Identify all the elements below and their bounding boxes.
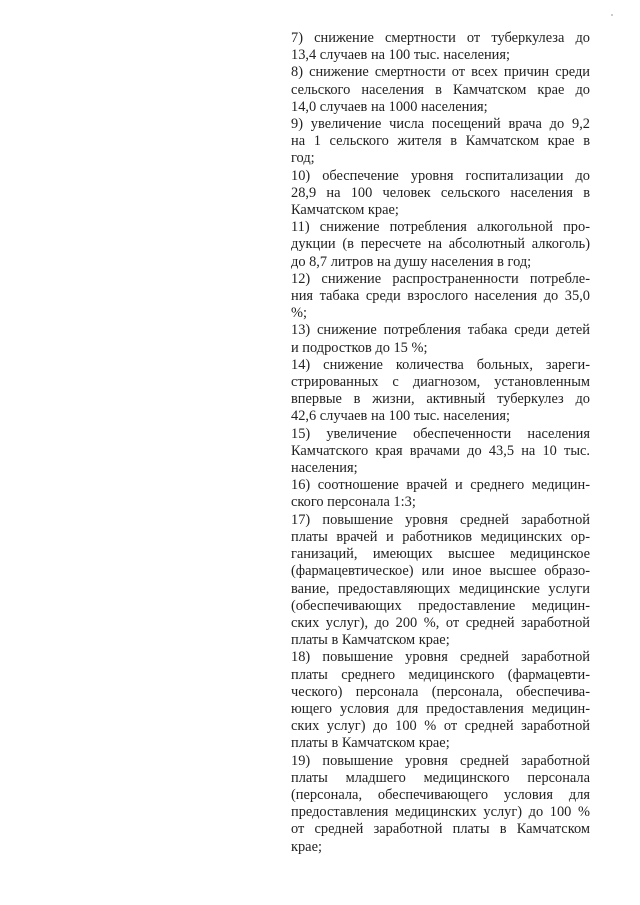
list-item-line: %; [291, 305, 307, 322]
list-item-line: стрированных с диагнозом, установленным [291, 374, 590, 391]
list-item-line: ских услуг), до 200 %, от средней заработной [291, 614, 590, 631]
list-item [291, 271, 590, 323]
list-item-line: ганизаций, имеющих высшее медицинское [291, 546, 590, 563]
list-item-line: платы в Камчатском крае; [291, 735, 450, 752]
list-item-line: ских услуг) до 100 % от средней заработной [291, 718, 590, 735]
list-item-line: предоставления медицинских услуг) до 100 % [291, 804, 590, 821]
list-item-line: Камчатского края врачами до 43,5 на 10 тыс. [291, 442, 590, 459]
list-item [291, 30, 590, 64]
list-item-line: до 8,7 литров на душу населения в год; [291, 253, 532, 270]
list-item-line: 10) обеспечение уровня госпитализации до [291, 167, 590, 184]
list-item-line: населения; [291, 460, 358, 477]
list-item-line: ющего условия для предоставления медицин- [291, 700, 590, 717]
list-item [291, 116, 590, 168]
list-item [291, 168, 590, 220]
list-item-line: ческого) персонала (персонала, обеспечива- [291, 683, 590, 700]
list-item-line: ского персонала 1:3; [291, 494, 416, 511]
list-item-line: 18) повышение уровня средней заработной [291, 649, 590, 666]
list-item-line: 12) снижение распространенности потребле- [291, 270, 590, 287]
text-column [291, 30, 590, 856]
list-item-line: 13) снижение потребления табака среди детей [291, 322, 590, 339]
list-item [291, 753, 590, 856]
list-item-line: крае; [291, 838, 322, 855]
list-item-line: 11) снижение потребления алкогольной про- [291, 219, 590, 236]
list-item-line: 8) снижение смертности от всех причин среди [291, 64, 590, 81]
list-item [291, 322, 590, 356]
list-item-line: сельского населения в Камчатском крае до [291, 81, 590, 98]
list-item [291, 512, 590, 650]
list-item-line: 13,4 случаев на 100 тыс. населения; [291, 47, 510, 64]
list-item [291, 219, 590, 271]
list-item-line: вание, предоставляющих медицинские услуги [291, 580, 590, 597]
list-item-line: 28,9 на 100 человек сельского населения в [291, 184, 590, 201]
list-item-line: платы врачей и работников медицинских ор- [291, 528, 590, 545]
list-item-line: (фармацевтическое) или иное высшее образо- [291, 563, 590, 580]
list-item-line: ния табака среди взрослого населения до 35,0 [291, 288, 590, 305]
list-item-line: 16) соотношение врачей и среднего медицин- [291, 477, 590, 494]
list-item-line: 14,0 случаев на 1000 населения; [291, 98, 488, 115]
list-item-line: и подростков до 15 %; [291, 339, 428, 356]
list-item-line: 9) увеличение числа посещений врача до 9,2 [291, 116, 590, 133]
list-item-line: Камчатском крае; [291, 202, 399, 219]
list-item-line: от средней заработной платы в Камчатском [291, 821, 590, 838]
list-item-line: 14) снижение количества больных, зареги- [291, 356, 590, 373]
list-item-line: (персонала, обеспечивающего условия для [291, 786, 590, 803]
list-item [291, 426, 590, 478]
list-item [291, 477, 590, 511]
list-item-line: платы в Камчатском крае; [291, 632, 450, 649]
list-item-line: 17) повышение уровня средней заработной [291, 511, 590, 528]
list-item-line: 7) снижение смертности от туберкулеза до [291, 30, 590, 46]
list-item [291, 357, 590, 426]
list-item-line: (обеспечивающих предоставление медицин- [291, 597, 590, 614]
list-item-line: платы младшего медицинского персонала [291, 769, 590, 786]
list-item-line: дукции (в пересчете на абсолютный алкоголь) [291, 236, 590, 253]
list-item-line: год; [291, 150, 315, 167]
list-item-line: 42,6 случаев на 100 тыс. населения; [291, 408, 510, 425]
list-item-line: впервые в жизни, активный туберкулез до [291, 391, 590, 408]
scan-speck [611, 14, 613, 16]
list-item-line: 15) увеличение обеспеченности населения [291, 425, 590, 442]
list-item-line: платы среднего медицинского (фармацевти- [291, 666, 590, 683]
list-item-line: 19) повышение уровня средней заработной [291, 752, 590, 769]
list-item [291, 649, 590, 752]
list-item [291, 64, 590, 116]
list-item-line: на 1 сельского жителя в Камчатском крае в [291, 133, 590, 150]
